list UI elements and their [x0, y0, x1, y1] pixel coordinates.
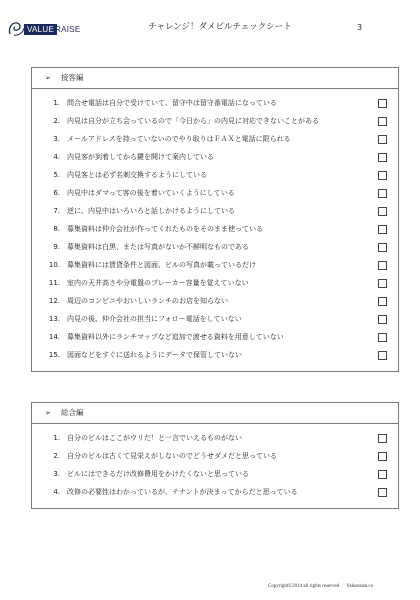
section-header: [32, 403, 398, 424]
checklist-item: [32, 95, 398, 113]
checkbox[interactable]: [378, 117, 387, 126]
item-text: 室内の天井高さや分電盤のブレーカー容量を覚えていない: [67, 279, 249, 287]
item-number: 4.: [53, 488, 60, 496]
checkbox[interactable]: [378, 279, 387, 288]
item-text: 自分のビルはここがウリだ！と一言でいえるものがない: [67, 434, 242, 442]
checklist-item: [32, 466, 398, 484]
item-text: 内見の後、仲介会社の担当にフォロー電話をしていない: [67, 315, 242, 323]
item-number: 12.: [48, 297, 60, 305]
checkbox[interactable]: [378, 452, 387, 461]
checklist-item: [32, 131, 398, 149]
section-general: [31, 402, 399, 509]
checkbox[interactable]: [378, 470, 387, 479]
item-text: 募集資料以外にランチマップなど追加で渡せる資料を用意していない: [67, 333, 284, 341]
checklist-item: [32, 293, 398, 311]
checkbox[interactable]: [378, 99, 387, 108]
item-number: 15.: [48, 351, 60, 359]
checkbox[interactable]: [378, 243, 387, 252]
checkbox[interactable]: [378, 434, 387, 443]
item-text: 改修の必要性はわかっているが、テナントが決まってからだと思っている: [67, 488, 298, 496]
checklist-item: [32, 311, 398, 329]
checkbox[interactable]: [378, 135, 387, 144]
item-text: 内見客とは必ず名刺交換するようにしている: [67, 171, 207, 179]
item-number: 1.: [53, 99, 60, 107]
item-number: 3.: [53, 135, 60, 143]
item-number: 9.: [53, 243, 60, 251]
valueraise-logo: [6, 20, 102, 38]
item-text: 内見は自分が立ち会っているので「今日から」の内見に対応できないことがある: [67, 117, 319, 125]
copyright-text: Copyright©2014 all rights reserved: [268, 584, 340, 589]
checklist-item: [32, 221, 398, 239]
item-number: 2.: [53, 452, 60, 460]
section-title: 総合編: [61, 408, 84, 417]
checkbox[interactable]: [378, 297, 387, 306]
checklist-item: [32, 149, 398, 167]
item-text: 内見客が到着してから鍵を開けて案内している: [67, 153, 214, 161]
checkbox[interactable]: [378, 153, 387, 162]
checklist-item: [32, 257, 398, 275]
item-text: 募集資料は仲介会社が作ってくれたものをそのまま使っている: [67, 225, 263, 233]
checklist-item: [32, 448, 398, 466]
item-text: 内見中はダマって客の後を着いていくようにしている: [67, 189, 235, 197]
item-number: 6.: [53, 189, 60, 197]
item-number: 13.: [48, 315, 60, 323]
item-text: 逆に、内見中はいろいろと話しかけるようにしている: [67, 207, 235, 215]
checkbox[interactable]: [378, 261, 387, 270]
checklist-item: [32, 239, 398, 257]
section-reception: [31, 67, 399, 372]
item-text: 募集資料には賃貸条件と図面、ビルの写真が載っているだけ: [67, 261, 256, 269]
item-number: 4.: [53, 153, 60, 161]
checkbox[interactable]: [378, 189, 387, 198]
checklist-item: [32, 113, 398, 131]
page-number: 3: [357, 23, 363, 32]
item-text: 自分のビルは古くて見栄えがしないのでどうせダメだと思っている: [67, 452, 277, 460]
checkbox[interactable]: [378, 351, 387, 360]
item-number: 1.: [53, 434, 60, 442]
checklist-item: [32, 275, 398, 293]
item-text: 募集資料は白黒、または写真がないか不鮮明なものである: [67, 243, 249, 251]
item-number: 2.: [53, 117, 60, 125]
site-name: Valueraise.co: [346, 584, 374, 589]
checklist-item: [32, 329, 398, 347]
checkbox[interactable]: [378, 315, 387, 324]
checkbox[interactable]: [378, 333, 387, 342]
section-header: [32, 68, 398, 89]
item-number: 10.: [48, 261, 60, 269]
checkbox[interactable]: [378, 225, 387, 234]
item-number: 7.: [53, 207, 60, 215]
checkbox[interactable]: [378, 171, 387, 180]
item-number: 3.: [53, 470, 60, 478]
logo-text-raise: RAISE: [55, 25, 81, 34]
item-number: 5.: [53, 171, 60, 179]
checkbox[interactable]: [378, 488, 387, 497]
item-number: 14.: [48, 333, 60, 341]
arrow-right-icon: ➢: [45, 74, 51, 82]
item-number: 8.: [53, 225, 60, 233]
checklist-item: [32, 203, 398, 221]
item-text: 図面などをすぐに送れるようにデータで保管していない: [67, 351, 242, 359]
section-title: 接客編: [61, 73, 84, 82]
checkbox[interactable]: [378, 207, 387, 216]
item-text: ビルにはできるだけ改修費用をかけたくないと思っている: [67, 470, 249, 478]
item-text: メールアドレスを持っていないのでやり取りはＦＡＸと電話に限られる: [67, 135, 291, 143]
checklist-item: [32, 185, 398, 203]
checklist-item: [32, 167, 398, 185]
item-number: 11.: [48, 279, 60, 287]
checklist-item: [32, 484, 398, 502]
item-text: 問合せ電話は自分で受けていて、留守中は留守番電話になっている: [67, 99, 277, 107]
checklist-item: [32, 347, 398, 365]
page-footer: [268, 583, 379, 590]
checklist-item: [32, 430, 398, 448]
logo-text-value: VALUE: [24, 24, 57, 35]
item-text: 周辺のコンビニやおいしいランチのお店を知らない: [67, 297, 228, 305]
document-title: チャレンジ！ダメビルチェックシート: [148, 22, 292, 32]
page-header: [0, 0, 420, 44]
arrow-right-icon: ➢: [45, 409, 51, 417]
